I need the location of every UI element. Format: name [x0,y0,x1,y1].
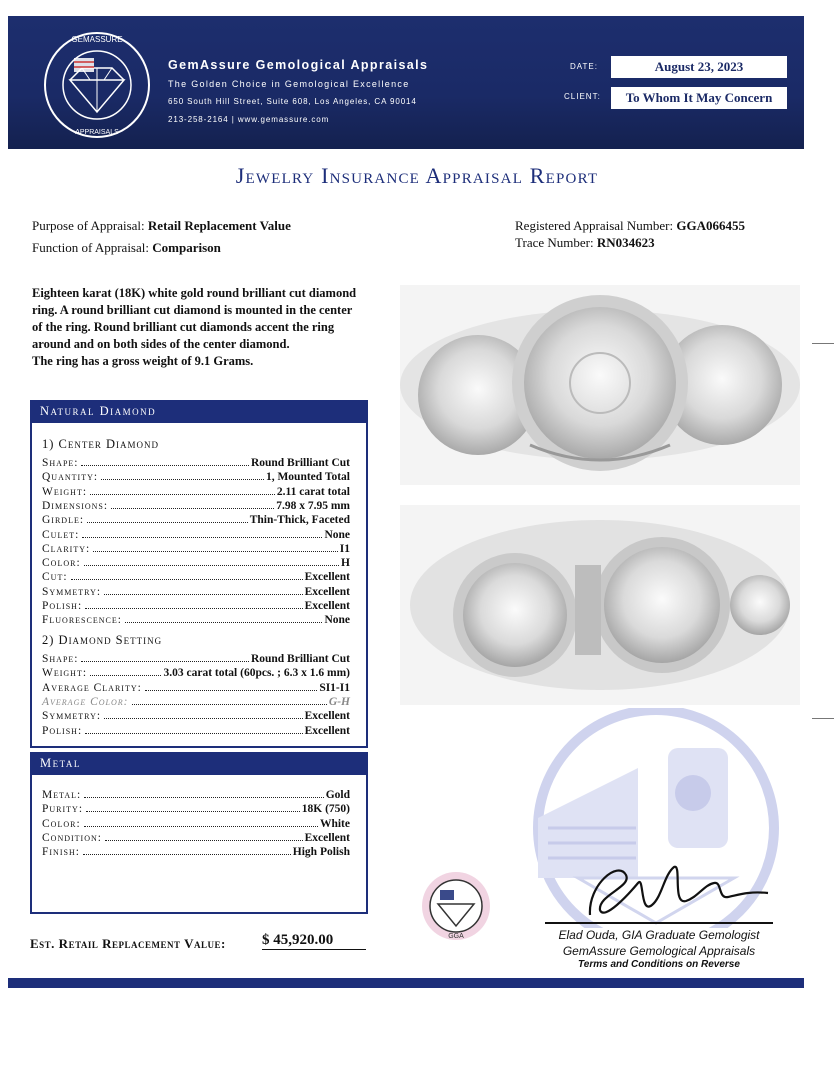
spec-value: White [319,817,350,830]
spec-row [42,527,350,541]
spec-row [42,665,350,679]
spec-key: Polish: [42,724,83,737]
footer-bar [8,978,804,988]
spec-row [42,498,350,512]
spec-value: Round Brilliant Cut [250,653,350,665]
appraiser-name: Elad Ouda, GIA Graduate Gemologist [558,928,760,942]
trace-value: RN034623 [596,235,655,250]
spec-row [42,694,350,708]
function-label: Function of Appraisal: [32,240,149,255]
spec-row [42,569,350,583]
trace-label: Trace Number: [515,235,594,250]
appraiser-company: GemAssure Gemological Appraisals [562,944,756,958]
dot-leader [104,718,303,719]
small-seal-icon [420,870,492,942]
dot-leader [111,508,274,509]
spec-key: Weight: [42,485,88,498]
company-tagline: The Golden Choice in Gemological Excellence [168,79,410,89]
description-line: ring. A round brilliant cut diamond is mounted in the center [32,303,353,317]
ring-photo-front [400,285,800,485]
spec-value: G-H [328,695,350,708]
dot-leader [104,594,303,595]
company-contact: 213-258-2164 | www.gemassure.com [168,115,330,124]
dot-leader [84,565,339,566]
spec-value: Excellent [304,710,350,723]
dot-leader [90,494,275,495]
spec-key: Average Color: [42,695,129,708]
spec-value: Round Brilliant Cut [250,457,350,469]
spec-value: 1, Mounted Total [265,471,350,484]
dot-leader [83,854,291,855]
diamond-setting-title: 2) Diamond Setting [42,633,163,647]
dot-leader [93,551,338,552]
spec-row [42,723,350,737]
report-header [8,16,804,149]
spec-key: Culet: [42,528,80,541]
description-line: The ring has a gross weight of 9.1 Grams. [32,354,254,368]
gemassure-seal-logo [42,30,152,140]
dot-leader [82,537,322,538]
spec-key: Shape: [42,653,79,665]
natural-diamond-heading: Natural Diamond [32,402,366,423]
spec-key: Finish: [42,846,80,859]
spec-value: 3.03 carat total (60pcs. ; 6.3 x 1.6 mm) [163,667,350,680]
description-line: of the ring. Round brilliant cut diamonds accent the ring [32,320,335,334]
signature-line [545,922,773,924]
spec-key: Fluorescence: [42,614,122,627]
spec-value: 2.11 carat total [276,485,350,498]
dot-leader [90,675,161,676]
dot-leader [85,608,302,609]
spec-key: Condition: [42,831,102,844]
spec-row [42,584,350,598]
spec-key: Color: [42,817,81,830]
spec-key: Average Clarity: [42,681,142,694]
spec-value: SI1-I1 [319,681,350,694]
spec-key: Color: [42,557,81,570]
spec-key: Weight: [42,667,88,680]
dot-leader [85,733,302,734]
client-value: To Whom It May Concern [611,87,787,109]
spec-row [42,830,350,844]
metal-heading: Metal [32,754,366,775]
dot-leader [84,826,318,827]
terms-note: Terms and Conditions on Reverse [578,959,740,970]
value-amount: $ 45,920.00 [262,932,366,950]
ring-photo-angle [400,505,800,705]
svg-text:GEMASSURE: GEMASSURE [71,35,123,44]
spec-key: Symmetry: [42,710,102,723]
spec-row [42,512,350,526]
spec-key: Dimensions: [42,499,109,512]
report-title: Jewelry Insurance Appraisal Report [235,163,599,188]
spec-value: Gold [325,789,350,801]
spec-row [42,484,350,498]
spec-value: 18K (750) [301,803,350,816]
company-name: GemAssure Gemological Appraisals [168,58,429,72]
spec-value: High Polish [292,846,350,859]
spec-row [42,598,350,612]
spec-row [42,651,350,665]
description-line: around and on both sides of the center diamond. [32,337,290,351]
registration-line [515,218,745,234]
center-diamond-title: 1) Center Diamond [42,437,160,451]
spec-value: Excellent [304,571,350,584]
spec-key: Cut: [42,571,68,584]
spec-key: Metal: [42,789,82,801]
spec-value: Excellent [304,585,350,598]
spec-value: I1 [339,542,350,555]
spec-value: 7.98 x 7.95 mm [276,499,350,512]
signature-image [578,855,778,925]
spec-key: Symmetry: [42,585,102,598]
spec-row [42,541,350,555]
spec-row [42,469,350,483]
spec-key: Girdle: [42,514,85,527]
spec-row [42,816,350,830]
company-address: 650 South Hill Street, Suite 608, Los Angeles, CA 90014 [168,97,417,106]
registration-label: Registered Appraisal Number: [515,218,674,233]
date-label: DATE: [570,62,598,71]
edge-mark [812,718,834,719]
dot-leader [81,465,248,466]
spec-key: Clarity: [42,542,91,555]
spec-row [42,680,350,694]
function-value: Comparison [152,240,221,255]
spec-row [42,455,350,469]
spec-row [42,612,350,626]
dot-leader [145,690,317,691]
spec-row [42,844,350,858]
dot-leader [71,579,303,580]
spec-row [42,801,350,815]
spec-key: Quantity: [42,471,99,484]
description-line: Eighteen karat (18K) white gold round brilliant cut diamond [32,286,357,300]
small-seal-text: GGA [448,933,464,940]
spec-key: Shape: [42,457,79,469]
ring-description [32,285,412,370]
dot-leader [84,797,323,798]
registration-value: GGA066455 [676,218,746,233]
spec-value: Excellent [304,831,350,844]
spec-row [42,708,350,722]
dot-leader [101,479,264,480]
value-label: Est. Retail Replacement Value: [30,936,226,951]
spec-value: Excellent [304,600,350,612]
dot-leader [125,622,323,623]
dot-leader [105,840,303,841]
spec-value: Excellent [304,724,350,737]
spec-value: None [324,614,350,627]
trace-line [515,235,655,251]
dot-leader [86,811,300,812]
function-line [32,240,221,256]
client-label: CLIENT: [564,92,601,101]
dot-leader [87,522,248,523]
spec-row [42,555,350,569]
spec-key: Polish: [42,600,83,612]
purpose-value: Retail Replacement Value [147,218,291,233]
date-value: August 23, 2023 [611,56,787,78]
spec-key: Purity: [42,803,84,816]
purpose-label: Purpose of Appraisal: [32,218,145,233]
spec-row [42,787,350,801]
spec-value: Thin-Thick, Faceted [249,514,350,527]
edge-mark [812,343,834,344]
svg-text:APPRAISALS: APPRAISALS [75,129,119,136]
dot-leader [132,704,327,705]
spec-value: None [324,528,350,541]
dot-leader [81,661,248,662]
spec-value: H [341,557,350,570]
purpose-line [32,218,291,234]
